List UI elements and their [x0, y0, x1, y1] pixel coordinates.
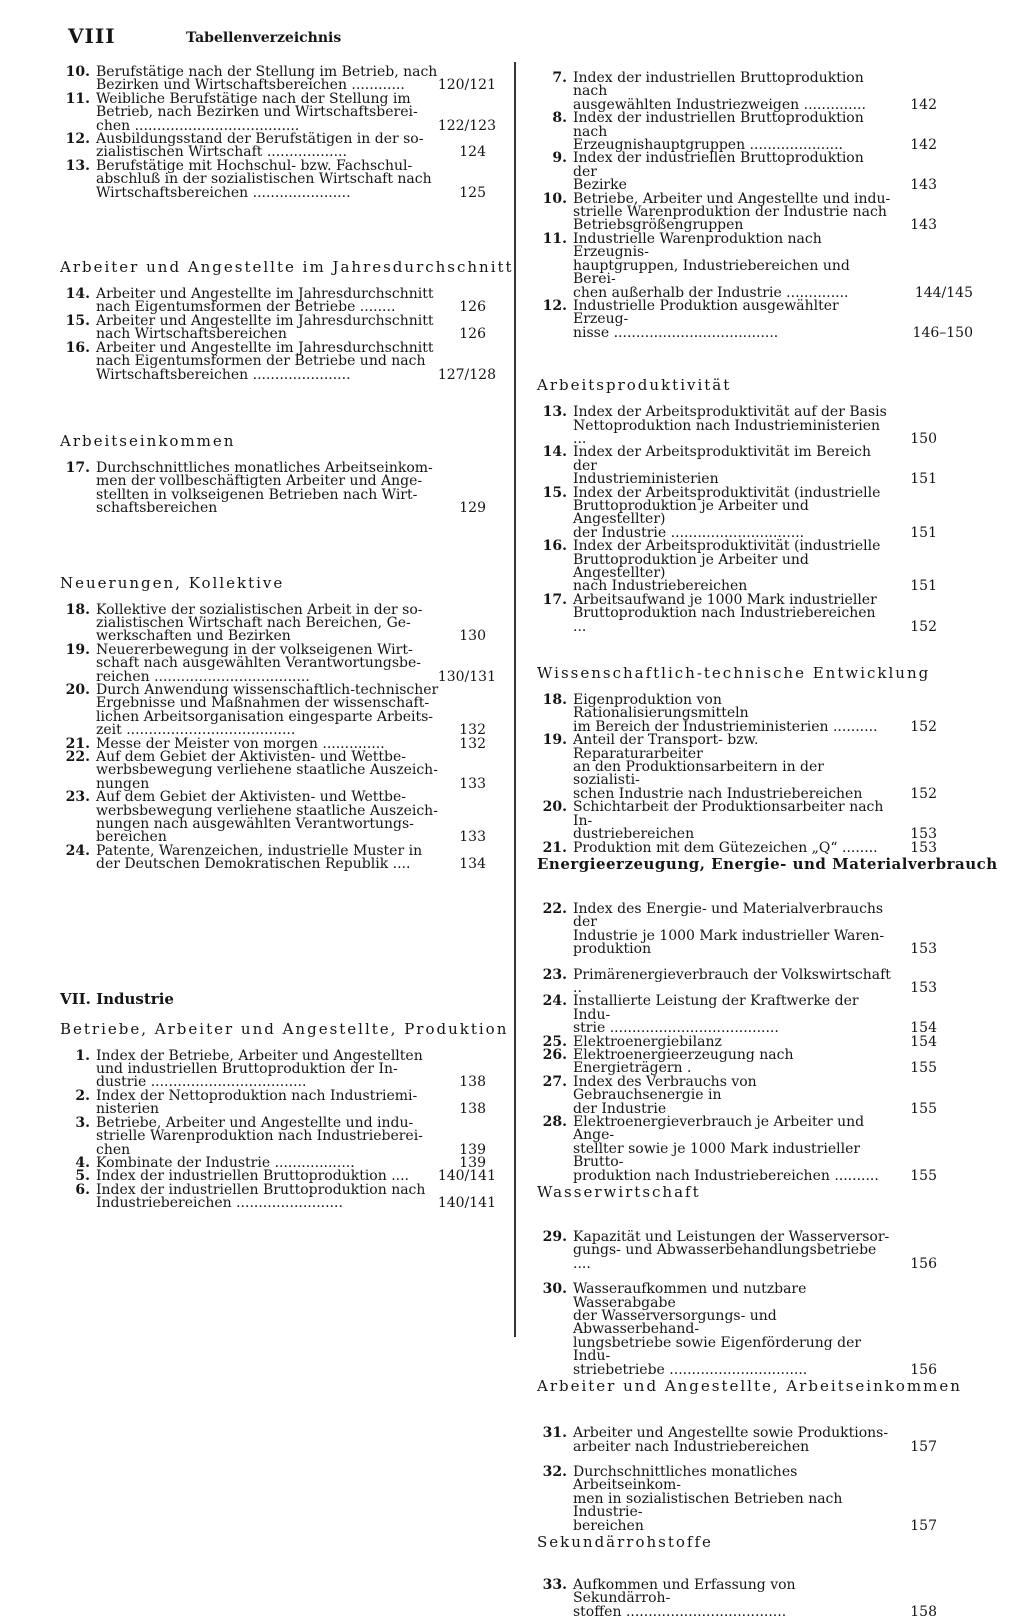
- entry-title: Arbeiter und Angestellte sowie Produktions- arbeiter nach Industriebereichen: [573, 1425, 889, 1455]
- toc-entry: [60, 90, 496, 134]
- entry-number: 3.: [75, 1114, 90, 1131]
- entry-page: 151: [910, 471, 937, 488]
- entry-number: 11.: [542, 230, 567, 247]
- toc-entry: [537, 734, 973, 801]
- entry-title: Eigenproduktion von Rationalisierungsmitteln im Bereich der Industrieministerien ..........: [573, 692, 878, 735]
- entry-title: Index der Arbeitsproduktivität (industrielle Bruttoproduktion je Arbeiter und Angestellter) der Industrie ..............................: [573, 484, 881, 541]
- toc-entry: [537, 1576, 973, 1620]
- entry-number: 8.: [552, 110, 567, 127]
- entry-number: 17.: [542, 591, 567, 608]
- entry-number: 22.: [542, 900, 567, 917]
- entry-title: Index der Nettoproduktion nach Industriemi- nisterien: [96, 1087, 418, 1118]
- entry-page: 134: [459, 856, 486, 873]
- toc-entry: [537, 1073, 973, 1117]
- toc-entry: [60, 751, 496, 791]
- entry-page: 133: [459, 775, 486, 792]
- entry-number: 5.: [75, 1168, 90, 1185]
- section-heading: Arbeitsproduktivität: [537, 376, 732, 395]
- entry-page: 152: [910, 618, 937, 635]
- entry-number: 25.: [542, 1033, 567, 1050]
- entry-page: 152: [910, 785, 937, 802]
- page-header: [68, 24, 116, 48]
- toc-entry: [60, 641, 496, 685]
- entry-page: 152: [910, 718, 937, 735]
- entry-page: 157: [910, 1517, 937, 1534]
- entry-title: Elektroenergiebilanz: [573, 1033, 722, 1050]
- entry-title: Index der Arbeitsproduktivität im Bereich der Industrieministerien: [573, 444, 872, 488]
- entry-title: Index der industriellen Bruttoproduktion nach Erzeugnishauptgruppen .....................: [573, 110, 864, 154]
- section-heading: Arbeiter und Angestellte im Jahresdurchschnitt: [60, 258, 514, 277]
- entry-number: 19.: [542, 732, 567, 749]
- entry-page: 126: [459, 326, 486, 343]
- toc-entry: [537, 112, 973, 152]
- toc-entry: [537, 1231, 973, 1271]
- entry-page: 125: [459, 184, 486, 201]
- toc-entry: [537, 966, 973, 996]
- entry-title: Anteil der Transport- bzw. Reparaturarbeiter an den Produktionsarbeitern in der sozialisti- schen Industrie nach Industriebereichen: [573, 732, 863, 802]
- entry-title: Arbeiter und Angestellte im Jahresdurchschnitt nach Eigentumsformen der Betriebe ........: [96, 286, 434, 316]
- entry-title: Schichtarbeit der Produktionsarbeiter nach In- dustriebereichen: [573, 799, 884, 843]
- entry-page: 139: [459, 1154, 486, 1171]
- entry-title: Index der industriellen Bruttoproduktion ....: [96, 1168, 409, 1185]
- left-column: [60, 64, 514, 1212]
- entry-page: 150: [910, 430, 937, 447]
- section-heading: Arbeitseinkommen: [60, 431, 236, 450]
- entry-number: 14.: [542, 444, 567, 461]
- entry-number: 10.: [542, 190, 567, 207]
- toc-entry: [537, 190, 973, 234]
- toc-entry: [537, 406, 973, 446]
- entry-number: 22.: [65, 749, 90, 765]
- entry-number: 29.: [542, 1229, 567, 1246]
- toc-entry: [537, 995, 973, 1035]
- entry-number: 11.: [65, 90, 90, 107]
- entry-number: 13.: [65, 157, 90, 174]
- entry-number: 19.: [65, 641, 90, 658]
- entry-number: 15.: [542, 484, 567, 501]
- toc-entry: [60, 133, 496, 160]
- entry-title: Kapazität und Leistungen der Wasserversor- gungs- und Abwasserbehandlungsbetriebe ....: [573, 1229, 890, 1272]
- toc-entry: [60, 1181, 496, 1212]
- section-heading: Wasserwirtschaft: [537, 1183, 701, 1202]
- section-heading: Energieerzeugung, Energie- und Materialverbrauch: [537, 854, 998, 873]
- toc-entry: [60, 842, 496, 873]
- toc-entry: [60, 601, 496, 645]
- page-title: Tabellenverzeichnis: [186, 30, 342, 46]
- section-heading: Betriebe, Arbeiter und Angestellte, Produktion: [60, 1019, 509, 1038]
- entry-number: 30.: [542, 1281, 567, 1298]
- entry-page: 153: [910, 839, 937, 856]
- entry-page: 132: [459, 735, 486, 752]
- entry-number: 18.: [65, 601, 90, 618]
- column-divider: [514, 62, 516, 1337]
- entry-number: 12.: [542, 297, 567, 314]
- entry-number: 20.: [542, 799, 567, 816]
- entry-page: 153: [910, 826, 937, 843]
- entry-page: 158: [910, 1603, 937, 1620]
- entry-title: Index der industriellen Bruttoproduktion nach ausgewählten Industriezweigen ..............: [573, 70, 866, 113]
- entry-title: Index der Arbeitsproduktivität (industrielle Bruttoproduktion je Arbeiter und Angestellter) nach Industriebereichen: [573, 538, 881, 595]
- toc-entry: [60, 288, 496, 315]
- entry-page: 140/141: [437, 1168, 496, 1185]
- toc-entry: [537, 839, 973, 856]
- entry-number: 26.: [542, 1046, 567, 1063]
- entry-title: Index des Energie- und Materialverbrauchs der Industrie je 1000 Mark industrieller Waren- produktion: [573, 900, 885, 958]
- entry-title: Auf dem Gebiet der Aktivisten- und Wettbe- werbsbewegung verliehene staatliche Auszeich- nungen: [96, 749, 438, 792]
- entry-number: 15.: [65, 312, 90, 329]
- section-heading: Sekundärrohstoffe: [537, 1532, 713, 1551]
- entry-title: Index des Verbrauchs von Gebrauchsenergie in der Industrie: [573, 1073, 757, 1117]
- entry-page: 122/123: [437, 117, 496, 134]
- entry-number: 17.: [65, 459, 90, 476]
- entry-number: 1.: [75, 1047, 90, 1064]
- entry-page: 151: [910, 524, 937, 541]
- entry-number: 7.: [552, 70, 567, 86]
- toc-entry: [537, 1116, 973, 1183]
- entry-page: 155: [910, 1100, 937, 1117]
- entry-number: 21.: [542, 839, 567, 856]
- entry-number: 2.: [75, 1087, 90, 1104]
- entry-number: 28.: [542, 1114, 567, 1130]
- toc-entry: [537, 591, 973, 635]
- entry-number: 12.: [65, 131, 90, 148]
- entry-page: 153: [910, 979, 937, 996]
- entry-number: 6.: [75, 1181, 90, 1198]
- toc-entry: [60, 339, 496, 383]
- entry-page: 124: [459, 144, 486, 161]
- entry-title: Kombinate der Industrie ..................: [96, 1154, 355, 1171]
- entry-title: Arbeitsaufwand je 1000 Mark industrieller Bruttoproduktion nach Industriebereichen ...: [573, 591, 877, 635]
- entry-title: Index der Arbeitsproduktivität auf der Basis Nettoproduktion nach Industrieministerien ...: [573, 404, 887, 447]
- entry-title: Wasseraufkommen und nutzbare Wasserabgabe der Wasserversorgungs- und Abwasserbehand- lungsbetriebe sowie Eigenförderung der Indu- striebetriebe ...............................: [573, 1281, 862, 1378]
- toc-entry: [537, 1283, 973, 1377]
- toc-entry: [60, 312, 496, 343]
- entry-number: 4.: [75, 1154, 90, 1171]
- entry-title: Patente, Warenzeichen, industrielle Muster in der Deutschen Demokratischen Republik ....: [96, 842, 423, 873]
- entry-title: Betriebe, Arbeiter und Angestellte und indu- strielle Warenproduktion der Industrie nach Betriebsgrößengruppen: [573, 190, 891, 234]
- toc-entry: [537, 1463, 973, 1534]
- entry-title: Messe der Meister von morgen ..............: [96, 735, 385, 752]
- entry-number: 9.: [552, 150, 567, 167]
- entry-number: 10.: [65, 64, 90, 80]
- entry-page: 143: [910, 217, 937, 234]
- entry-page: 126: [459, 299, 486, 316]
- toc-entry: [60, 1087, 496, 1118]
- entry-page: 130/131: [437, 668, 496, 685]
- toc-entry: [60, 157, 496, 201]
- entry-title: Arbeiter und Angestellte im Jahresdurchschnitt nach Eigentumsformen der Betriebe und nach Wirtschaftsbereichen ......................: [96, 339, 434, 383]
- toc-entry: [537, 900, 973, 958]
- chapter-heading: VII. Industrie: [60, 989, 174, 1008]
- section-heading: Arbeiter und Angestellte, Arbeitseinkommen: [537, 1377, 962, 1396]
- entry-page: 143: [910, 177, 937, 194]
- entry-page: 146–150: [912, 324, 973, 341]
- entry-page: 130: [459, 628, 486, 645]
- entry-title: Primärenergieverbrauch der Volkswirtschaft ..: [573, 966, 891, 996]
- toc-entry: [537, 694, 973, 734]
- entry-number: 16.: [542, 538, 567, 555]
- toc-entry: [60, 1047, 496, 1091]
- entry-page: 142: [910, 96, 937, 113]
- entry-number: 21.: [65, 735, 90, 752]
- toc-entry: [60, 66, 496, 93]
- toc-entry: [537, 1427, 973, 1454]
- entry-title: Berufstätige mit Hochschul- bzw. Fachschul- abschluß in der sozialistischen Wirtschaft nach Wirtschaftsbereichen ......................: [96, 157, 432, 201]
- entry-number: 27.: [542, 1073, 567, 1090]
- entry-number: 14.: [65, 286, 90, 303]
- entry-page: 156: [910, 1361, 937, 1378]
- entry-page: 144/145: [914, 284, 973, 301]
- entry-number: 24.: [542, 993, 567, 1010]
- entry-page: 127/128: [437, 366, 496, 383]
- entry-title: Industrielle Produktion ausgewählter Erzeug- nisse .....................................: [573, 297, 839, 341]
- entry-page: 133: [459, 829, 486, 846]
- toc-entry: [60, 1114, 496, 1158]
- toc-entry: [537, 540, 973, 594]
- entry-title: Weibliche Berufstätige nach der Stellung im Betrieb, nach Bezirken und Wirtschaftsberei- chen .....................................: [96, 90, 418, 134]
- page-number: VIII: [68, 24, 116, 48]
- entry-page: 156: [910, 1255, 937, 1272]
- toc-entry: [537, 484, 973, 541]
- entry-title: Durch Anwendung wissenschaftlich-technischer Ergebnisse und Maßnahmen der wissenschaft- lichen Arbeitsorganisation eingesparte Arbeits- zeit ......................................: [96, 681, 439, 739]
- entry-title: Betriebe, Arbeiter und Angestellte und indu- strielle Warenproduktion nach Industrieberei- chen: [96, 1114, 423, 1158]
- toc-entry: [537, 297, 973, 341]
- entry-title: Ausbildungsstand der Berufstätigen in der so- zialistischen Wirtschaft ..................: [96, 131, 424, 161]
- entry-title: Produktion mit dem Gütezeichen „Q“ ........: [573, 839, 878, 856]
- entry-number: 20.: [65, 681, 90, 698]
- toc-entry: [537, 152, 973, 192]
- toc-entry: [60, 791, 496, 845]
- entry-page: 157: [910, 1438, 937, 1455]
- entry-number: 33.: [542, 1576, 567, 1593]
- entry-page: 138: [459, 1074, 486, 1091]
- toc-entry: [60, 459, 496, 517]
- right-column: [537, 70, 998, 1620]
- entry-page: 138: [459, 1101, 486, 1118]
- entry-title: Berufstätige nach der Stellung im Betrieb, nach Bezirken und Wirtschaftsbereichen ............: [96, 64, 438, 94]
- entry-number: 24.: [65, 842, 90, 859]
- entry-number: 16.: [65, 339, 90, 356]
- entry-title: Neuererbewegung in der volkseigenen Wirt- schaft nach ausgewählten Verantwortungsbe- reichen ...................................: [96, 641, 421, 685]
- section-heading: Wissenschaftlich-technische Entwicklung: [537, 664, 931, 683]
- toc-entry: [537, 230, 973, 301]
- entry-page: 140/141: [437, 1195, 496, 1212]
- entry-title: Index der Betriebe, Arbeiter und Angestellten und industriellen Bruttoproduktion der In- dustrie ...................................: [96, 1047, 423, 1091]
- entry-title: Installierte Leistung der Kraftwerke der Indu- strie ......................................: [573, 993, 859, 1037]
- entry-page: 139: [459, 1141, 486, 1158]
- entry-title: Elektroenergieverbrauch je Arbeiter und Ange- stellter sowie je 1000 Mark industrieller Brutto- produktion nach Industriebereichen ..........: [573, 1114, 879, 1184]
- toc-entry: [537, 1046, 973, 1077]
- section-heading: Neuerungen, Kollektive: [60, 573, 285, 592]
- entry-page: 155: [910, 1167, 937, 1184]
- entry-title: Index der industriellen Bruttoproduktion der Bezirke: [573, 150, 864, 194]
- entry-page: 132: [459, 722, 486, 739]
- entry-page: 155: [910, 1060, 937, 1077]
- entry-title: Arbeiter und Angestellte im Jahresdurchschnitt nach Wirtschaftsbereichen: [96, 312, 434, 343]
- entry-page: 154: [910, 1033, 937, 1050]
- toc-entry: [60, 681, 496, 739]
- entry-page: 154: [910, 1020, 937, 1037]
- entry-title: Durchschnittliches monatliches Arbeitseinkom- men der vollbeschäftigten Arbeiter und Ange- stellten in volkseigenen Betrieben nach Wirt- schaftsbereichen: [96, 459, 433, 517]
- entry-title: Elektroenergieerzeugung nach Energieträgern .: [573, 1046, 794, 1077]
- entry-page: 120/121: [437, 77, 496, 94]
- entry-title: Auf dem Gebiet der Aktivisten- und Wettbe- werbsbewegung verliehene staatliche Auszeich- nungen nach ausgewählten Verantwortungs- bereichen: [96, 789, 438, 846]
- entry-title: Kollektive der sozialistischen Arbeit in der so- zialistischen Wirtschaft nach Bereichen, Ge- werkschaften und Bezirken: [96, 601, 423, 645]
- toc-entry: [537, 446, 973, 486]
- entry-page: 129: [459, 500, 486, 517]
- entry-title: Index der industriellen Bruttoproduktion nach Industriebereichen ........................: [96, 1181, 426, 1212]
- entry-title: Aufkommen und Erfassung von Sekundärroh- stoffen ....................................: [573, 1576, 796, 1620]
- entry-page: 151: [910, 578, 937, 595]
- entry-number: 18.: [542, 692, 567, 709]
- entry-number: 32.: [542, 1463, 567, 1480]
- entry-number: 23.: [542, 966, 567, 983]
- entry-page: 142: [910, 137, 937, 154]
- entry-title: Durchschnittliches monatliches Arbeitseinkom- men in sozialistischen Betrieben nach Industrie- bereichen: [573, 1463, 843, 1534]
- entry-number: 23.: [65, 789, 90, 806]
- entry-page: 153: [910, 941, 937, 958]
- entry-number: 31.: [542, 1425, 567, 1442]
- entry-number: 13.: [542, 404, 567, 421]
- entry-title: Industrielle Warenproduktion nach Erzeugnis- hauptgruppen, Industriebereichen und Berei- chen außerhalb der Industrie ..............: [573, 230, 850, 301]
- toc-entry: [537, 801, 973, 841]
- toc-entry: [537, 72, 973, 112]
